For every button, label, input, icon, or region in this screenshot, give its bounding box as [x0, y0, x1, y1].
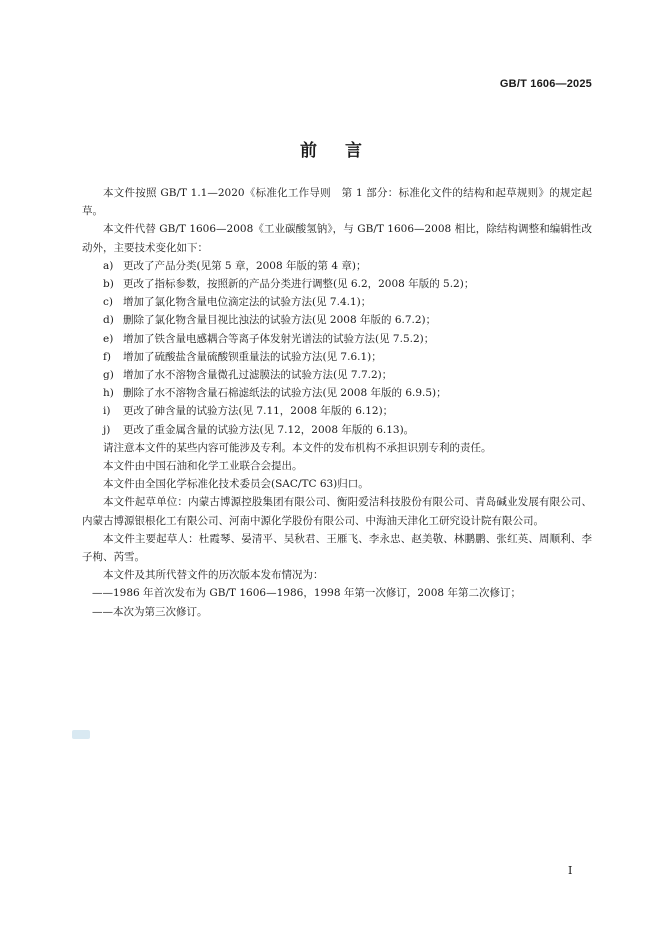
paragraph-drafting-units: 本文件起草单位：内蒙古博源控股集团有限公司、衡阳爱洁科技股份有限公司、青岛碱业发展有限公司、内蒙古博源银根化工有限公司、河南中源化学股份有限公司、中海油天津化工研究设计院有限公司。 — [82, 496, 592, 527]
list-item: g) 增加了水不溶物含量微孔过滤膜法的试验方法(见 7.7.2)； — [103, 369, 393, 382]
list-item: i) 更改了砷含量的试验方法(见 7.11，2008 年版的 6.12)； — [103, 405, 394, 418]
list-item: c) 增加了氯化物含量电位滴定法的试验方法(见 7.4.1)； — [103, 296, 372, 309]
history-item: ——本次为第三次修订。 — [92, 605, 208, 618]
list-item: h) 删除了水不溶物含量石棉滤纸法的试验方法(见 2008 年版的 6.9.5)； — [103, 387, 447, 400]
list-item: j) 更改了重金属含量的试验方法(见 7.12，2008 年版的 6.13)。 — [103, 423, 415, 436]
watermark-logo — [72, 730, 90, 739]
changes-list — [82, 257, 592, 439]
paragraph-centralized-by: 本文件由全国化学标准化技术委员会(SAC/TC 63)归口。 — [103, 478, 369, 491]
standard-number: GB/T 1606—2025 — [499, 78, 592, 90]
list-item: d) 删除了氯化物含量目视比浊法的试验方法(见 2008 年版的 6.7.2)； — [103, 314, 437, 327]
paragraph-drafters: 本文件主要起草人：杜霞琴、晏清平、吴秋君、王雁飞、李永忠、赵美敬、林鹏鹏、张红英、周顺利、李子枸、芮雪。 — [82, 532, 592, 564]
list-item: e) 增加了铁含量电感耦合等离子体发射光谱法的试验方法(见 7.5.2)； — [103, 332, 435, 345]
list-item: b) 更改了指标参数，按照新的产品分类进行调整(见 6.2，2008 年版的 5.2)； — [103, 278, 475, 291]
page-number: I — [568, 864, 573, 877]
page-title: 前言 — [300, 141, 390, 161]
paragraph-drafting-basis: 本文件按照 GB/T 1.1—2020《标准化工作导则 第 1 部分：标准化文件的结构和起草规则》的规定起草。 — [82, 187, 592, 218]
history-item: ——1986 年首次发布为 GB/T 1606—1986，1998 年第一次修订，2008 年第二次修订； — [92, 587, 521, 600]
paragraph-history-intro: 本文件及其所代替文件的历次版本发布情况为： — [103, 569, 324, 582]
paragraph-patent-notice: 请注意本文件的某些内容可能涉及专利。本文件的发布机构不承担识别专利的责任。 — [103, 441, 492, 454]
list-item: a) 更改了产品分类(见第 5 章，2008 年版的第 4 章)； — [103, 259, 367, 272]
paragraph-replacement: 本文件代替 GB/T 1606—2008《工业碳酸氢钠》，与 GB/T 1606—2008 相比，除结构调整和编辑性改动外，主要技术变化如下： — [82, 223, 592, 254]
list-item: f) 增加了硫酸盐含量硫酸钡重量法的试验方法(见 7.6.1)； — [103, 350, 382, 363]
paragraph-proposed-by: 本文件由中国石油和化学工业联合会提出。 — [103, 460, 303, 473]
document-body — [82, 184, 592, 621]
